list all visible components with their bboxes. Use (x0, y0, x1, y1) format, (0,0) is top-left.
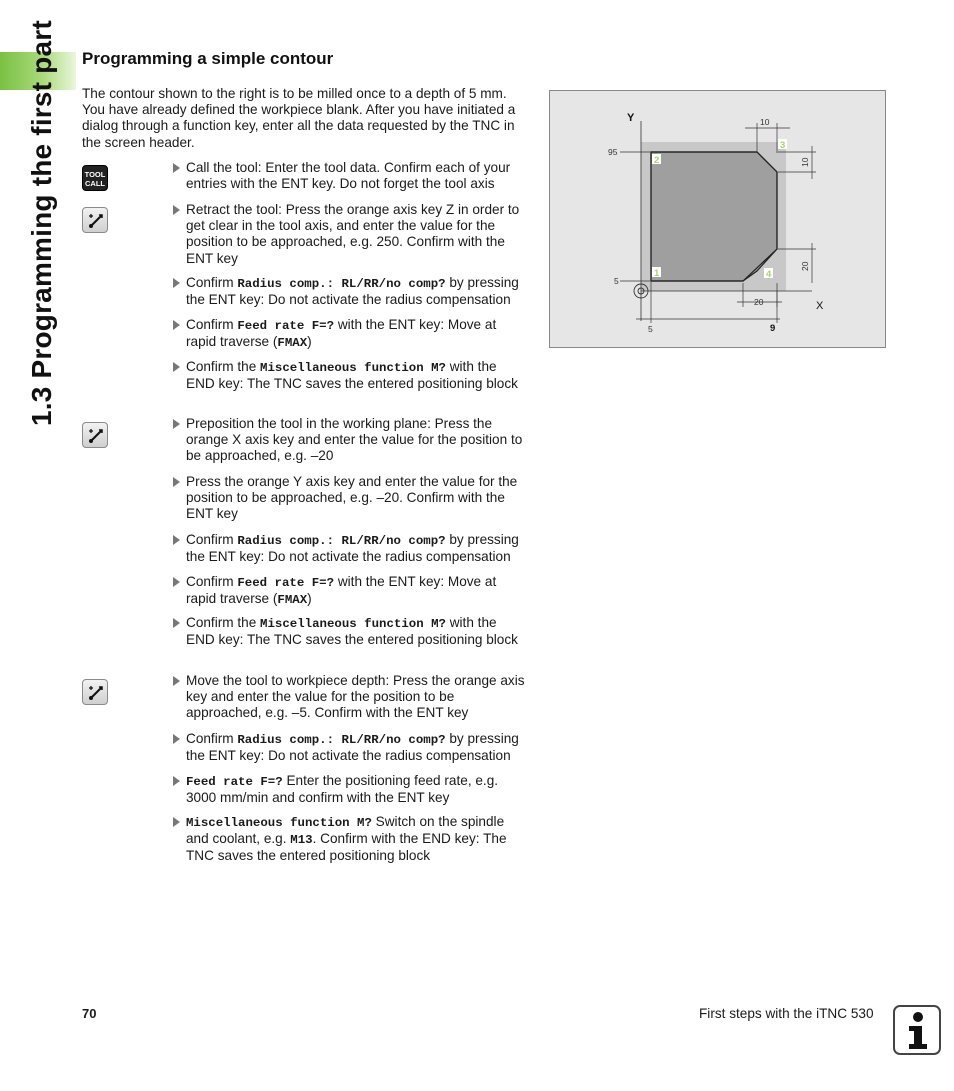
step-text: by pressing the ENT key: Do not activate the radius compensation (186, 532, 519, 565)
dim-x5: 5 (648, 324, 653, 334)
bullet-arrow-icon (173, 419, 180, 429)
axis-label-x: X (816, 300, 824, 312)
step-text: Preposition the tool in the working plane: Press the orange X axis key and enter the value for the position to be approached, e.g. –20 (186, 416, 523, 464)
point-4-label: 4 (766, 269, 772, 280)
bullet-arrow-icon (173, 776, 180, 786)
bullet-arrow-icon (173, 535, 180, 545)
contour-drawing (550, 91, 885, 347)
dim-right-bottom: 20 (800, 261, 810, 271)
dim-x9: 9 (770, 323, 776, 334)
step-text: ) (307, 591, 312, 607)
step-text: ) (307, 334, 312, 350)
linear-move-key-icon (82, 207, 108, 233)
point-1-label: 1 (654, 268, 660, 279)
dim-y95: 95 (608, 147, 618, 157)
step-call-tool (173, 160, 529, 192)
intro-paragraph: The contour shown to the right is to be milled once to a depth of 5 mm. You have already defined the workpiece blank. After you have initiated a dialog through a function key, enter all the data requested by the TNC in the screen header. (82, 86, 516, 150)
contour-part (651, 152, 777, 281)
page-number: 70 (82, 1006, 97, 1021)
bullet-arrow-icon (173, 205, 180, 215)
linear-move-key-icon (82, 679, 108, 705)
bullet-arrow-icon (173, 734, 180, 744)
point-2-label: 2 (654, 155, 660, 166)
dialog-prompt: Feed rate F=? (237, 319, 335, 333)
contour-figure (549, 90, 886, 348)
dialog-prompt: Miscellaneous function M? (260, 617, 446, 631)
step-text: Confirm the (186, 359, 261, 374)
step-text: Confirm (186, 532, 238, 547)
dialog-prompt: M13 (290, 833, 313, 848)
axis-label-y: Y (627, 112, 635, 124)
dim-bottom: 20 (754, 297, 764, 307)
step-depth (173, 673, 529, 722)
step-text: Confirm (186, 731, 238, 746)
step-text: Confirm (186, 574, 238, 589)
bullet-arrow-icon (173, 817, 180, 827)
step-text: with the ENT key: Move at rapid traverse ( (186, 574, 497, 607)
step-text: by pressing the ENT key: Do not activate the radius compensation (186, 731, 519, 764)
dialog-prompt: Radius comp.: RL/RR/no comp? (237, 534, 446, 548)
info-icon (893, 1005, 941, 1055)
footer-title: First steps with the iTNC 530 (699, 1006, 874, 1021)
dialog-prompt: Radius comp.: RL/RR/no comp? (237, 733, 446, 747)
step-text: Confirm the (186, 615, 261, 630)
step-text: with the ENT key: Move at rapid traverse ( (186, 317, 497, 350)
step-text: Confirm (186, 317, 238, 332)
tool-call-key-line2: CALL (85, 179, 105, 188)
step-retract-tool (173, 202, 529, 267)
dialog-prompt: Miscellaneous function M? (260, 361, 446, 375)
step-feed-rate (173, 574, 529, 608)
step-feed-rate-value (173, 773, 529, 806)
dialog-prompt: Radius comp.: RL/RR/no comp? (237, 277, 446, 291)
section-heading: Programming a simple contour (82, 49, 334, 68)
bullet-arrow-icon (173, 618, 180, 628)
dim-right-top: 10 (800, 157, 810, 167)
bullet-arrow-icon (173, 577, 180, 587)
step-radius-comp (173, 532, 529, 565)
step-text: Press the orange Y axis key and enter the value for the position to be approached, e.g. –20. Confirm with the ENT key (186, 474, 518, 522)
point-3-label: 3 (780, 140, 786, 151)
tool-call-key-line1: TOOL (84, 170, 106, 179)
step-text: Call the tool: Enter the tool data. Confirm each of your entries with the ENT key. Do not forget the tool axis (186, 160, 511, 192)
step-feed-rate (173, 317, 529, 351)
chapter-title: 1.3 Programming the first part (26, 20, 57, 426)
step-text: Retract the tool: Press the orange axis key Z in order to get clear in the tool axis, and enter the value for the position to be approached, e.g. 250. Confirm with the ENT key (186, 202, 520, 266)
dialog-prompt: Feed rate F=? (237, 576, 335, 590)
step-text: Enter the positioning feed rate, e.g. 3000 mm/min and confirm with the ENT key (186, 773, 499, 806)
step-y-axis (173, 474, 529, 523)
bullet-arrow-icon (173, 676, 180, 686)
step-spindle-on (173, 814, 529, 865)
bullet-arrow-icon (173, 278, 180, 288)
step-text: Switch on the spindle and coolant, e.g. (186, 814, 505, 847)
bullet-arrow-icon (173, 163, 180, 173)
step-text: . Confirm with the END key: The TNC saves the entered positioning block (186, 831, 507, 864)
dialog-prompt: Miscellaneous function M? (186, 816, 372, 830)
dialog-prompt: FMAX (277, 593, 308, 608)
step-radius-comp (173, 275, 529, 308)
step-text: with the END key: The TNC saves the entered positioning block (186, 615, 518, 648)
dim-y5: 5 (614, 276, 619, 286)
step-text: Confirm (186, 275, 238, 290)
dim-top: 10 (760, 117, 770, 127)
step-misc-function (173, 359, 529, 392)
bullet-arrow-icon (173, 320, 180, 330)
linear-move-key-icon (82, 422, 108, 448)
step-misc-function (173, 615, 529, 648)
step-text: by pressing the ENT key: Do not activate the radius compensation (186, 275, 519, 308)
step-text: with the END key: The TNC saves the entered positioning block (186, 359, 518, 392)
dialog-prompt: Feed rate F=? (186, 775, 283, 789)
step-preposition (173, 416, 529, 465)
dialog-prompt: FMAX (277, 336, 308, 351)
bullet-arrow-icon (173, 477, 180, 487)
bullet-arrow-icon (173, 362, 180, 372)
step-radius-comp (173, 731, 529, 764)
step-text: Move the tool to workpiece depth: Press the orange axis key and enter the value for the position to be approached, e.g. –5. Confirm with the ENT key (186, 673, 525, 721)
tool-call-key-icon (82, 165, 108, 191)
